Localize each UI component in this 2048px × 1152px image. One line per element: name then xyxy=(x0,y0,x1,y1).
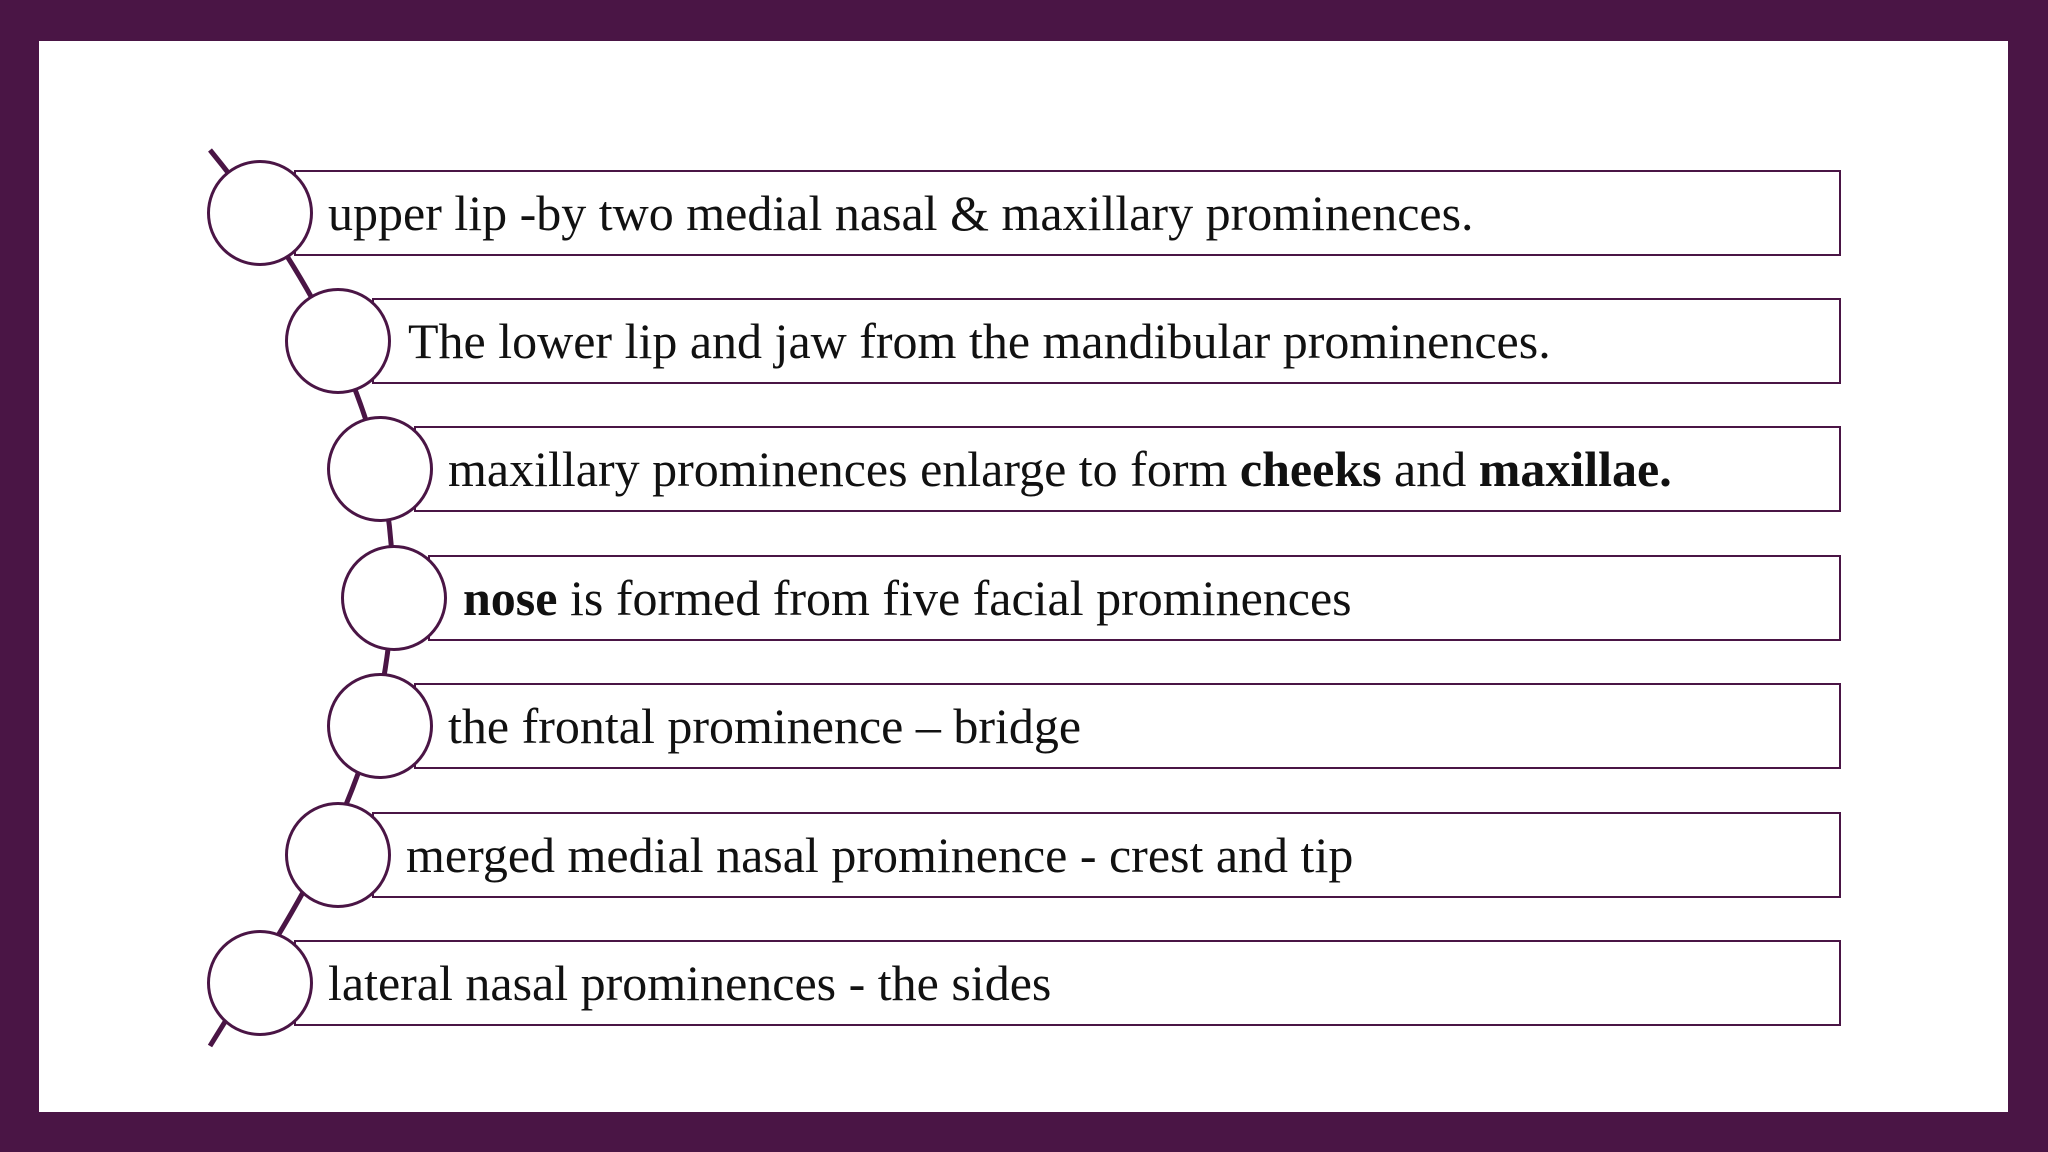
text-segment: The lower lip and jaw from the mandibular prominences. xyxy=(408,313,1551,369)
bullet-circle-icon xyxy=(285,802,391,908)
text-segment: is formed from five facial prominences xyxy=(557,570,1352,626)
bold-term: maxillae. xyxy=(1478,441,1672,497)
bullet-circle-icon xyxy=(285,288,391,394)
bullet-circle-icon xyxy=(207,160,313,266)
list-item-text xyxy=(448,683,1081,769)
list-item-text xyxy=(463,555,1352,641)
list-item-text xyxy=(328,940,1051,1026)
bullet-circle-icon xyxy=(207,930,313,1036)
bold-term: nose xyxy=(463,570,558,626)
text-segment: merged medial nasal prominence - crest and tip xyxy=(406,827,1354,883)
text-segment: lateral nasal prominences - the sides xyxy=(328,955,1052,1011)
bullet-circle-icon xyxy=(327,416,433,522)
text-segment: the frontal prominence – bridge xyxy=(448,698,1082,754)
bullet-circle-icon xyxy=(327,673,433,779)
bullet-circle-icon xyxy=(341,545,447,651)
list-item-text xyxy=(448,426,1672,512)
list-item-text xyxy=(408,298,1551,384)
text-segment: maxillary prominences enlarge to form xyxy=(448,441,1240,497)
text-segment: upper lip -by two medial nasal & maxillary prominences. xyxy=(328,185,1474,241)
bold-term: cheeks xyxy=(1239,441,1382,497)
list-item-text xyxy=(328,170,1474,256)
list-item-text xyxy=(406,812,1353,898)
text-segment: and xyxy=(1381,441,1479,497)
